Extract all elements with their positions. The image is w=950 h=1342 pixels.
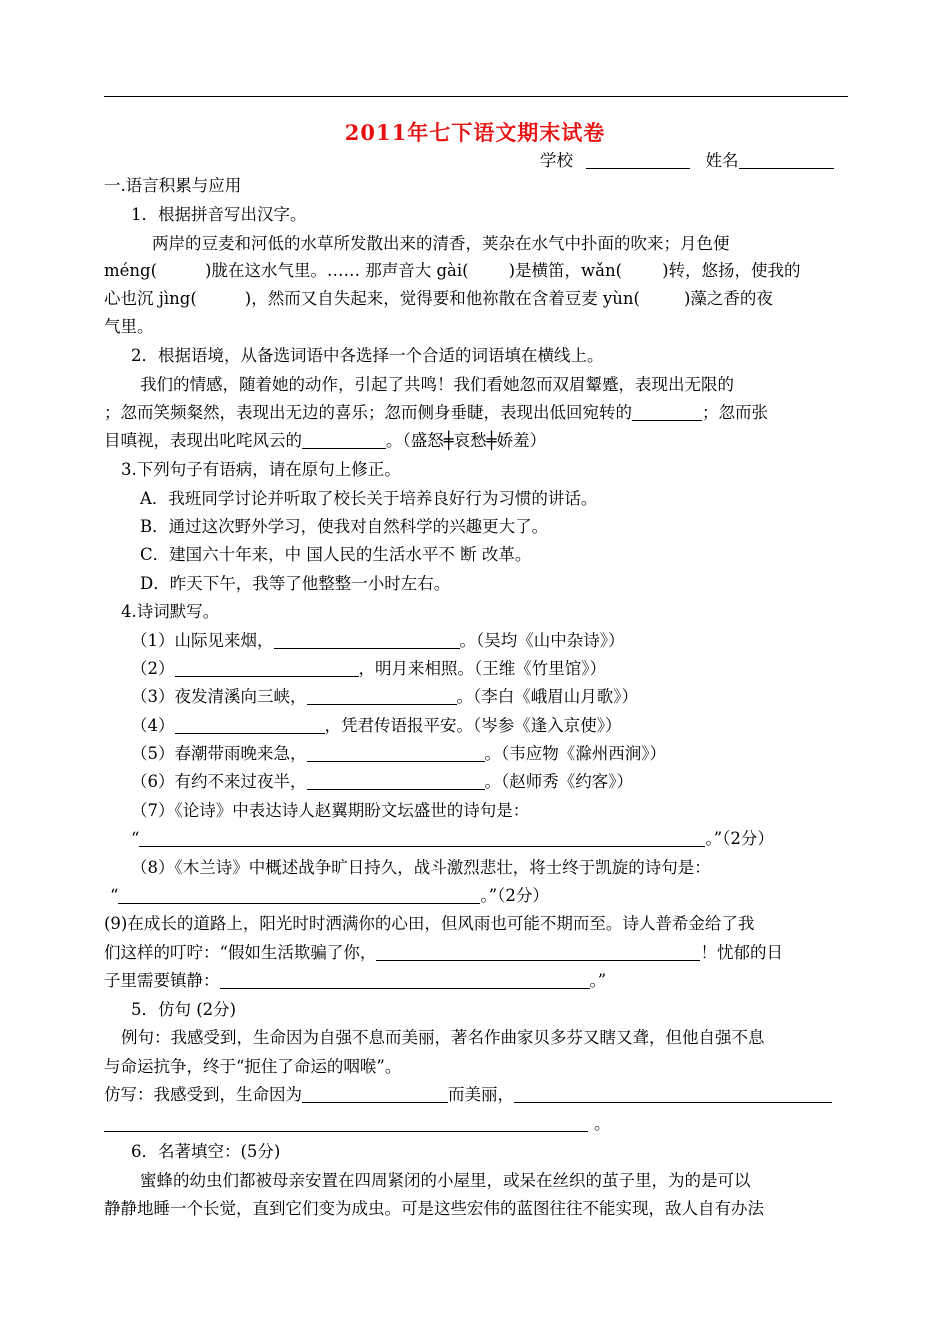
poem-4-num: （4） [131,716,175,735]
poem-2-text: ，明月来相照。（王维《竹里馆》） [358,659,606,678]
quote-open: “ [131,829,140,848]
imitate-blank-2[interactable] [514,1086,832,1104]
q2-l3a: 目嗔视，表现出叱咤风云的 [104,431,302,450]
q1-l2c: )是横笛，wǎn( [508,261,623,280]
q1-l3b: )，然而又自失起来，觉得要和他祢散在含着豆麦 yùn( [244,289,640,308]
q1-l2a: méng( [104,261,158,280]
name-blank[interactable] [739,152,834,170]
poem-line-8: （8）《木兰诗》中概述战争旷日持久，战斗激烈悲壮，将士终于凯旋的诗句是： [131,858,711,877]
poem-9-line1: (9)在成长的道路上，阳光时时洒满你的心田，但风雨也可能不期而至。诗人普希金给了我 [104,914,755,933]
q1-l2b: )胧在这水气里。…… 那声音大 gài( [205,261,469,280]
poem-line-2 [131,658,606,680]
poem-line-4 [131,715,622,737]
q5-example-2: 与命运抗争，终于“扼住了命运的咽喉”。 [104,1057,402,1076]
q1-l3c: )藻之香的夜 [683,289,773,308]
q3-option-b: B．通过这次野外学习，使我对自然科学的兴趣更大了。 [140,517,549,536]
q6-line1: 蜜蜂的幼虫们都被母亲安置在四周紧闭的小屋里，或呆在丝织的茧子里，为的是可以 [140,1171,751,1190]
poem-3-text: （3）夜发清溪向三峡， [131,687,307,706]
poem-6-text: （6）有约不来过夜半， [131,772,307,791]
imitate-blank-1[interactable] [302,1086,448,1104]
q3-option-d: D．昨天下午，我等了他整整一小时左右。 [140,574,451,593]
poem-5-text: （5）春潮带雨晚来急， [131,744,307,763]
poem-1-source: 。（吴均《山中杂诗》） [459,631,625,650]
q1-prompt: 1．根据拼音写出汉字。 [131,205,307,224]
poem-9-text-b: ！忧郁的日 [700,943,783,962]
imitate-text-b: 而美丽， [448,1085,514,1104]
poem-9-line2 [104,942,783,964]
q1-l2d: )转，悠扬，使我的 [662,261,801,280]
q5-imitate-cont [104,1113,611,1135]
imitate-blank-3[interactable] [104,1115,588,1133]
poem-blank-1[interactable] [274,632,460,650]
quote-open: “ [110,886,119,905]
poem-5-source: 。（韦应物《滁州西涧》） [484,744,666,763]
q2-l3b: 。（盛怒╪哀愁╪娇羞） [386,431,547,450]
q2-line3 [104,430,546,452]
poem-7-answer [131,828,774,850]
quote-close: 。”（2分） [480,886,549,905]
poem-line-7: （7）《论诗》中表达诗人赵翼期盼文坛盛世的诗句是： [131,801,530,820]
q1-line1: 两岸的豆麦和河低的水草所发散出来的清香，荚杂在水气中扑面的吹来；月色便 [152,234,730,253]
q3-option-a: A．我班同学讨论并听取了校长关于培养良好行为习惯的讲话。 [140,489,598,508]
poem-line-5 [131,743,666,765]
q5-example-1: 例句：我感受到，生命因为自强不息而美丽，著名作曲家贝多芬又瞎又聋，但他自强不息 [121,1028,765,1047]
poem-2-num: （2） [131,659,175,678]
poem-4-text: ，凭君传语报平安。（岑参《逢入京使》） [324,716,622,735]
school-name-line [540,147,834,171]
poem-1-text: （1）山际见来烟， [131,631,274,650]
poem-line-1 [131,630,625,652]
poem-9-text-c: 子里需要镇静： [104,971,220,990]
q6-prompt: 6．名著填空：(5分) [131,1142,281,1161]
word-blank-1[interactable] [632,404,702,422]
poem-9-text-d: 。” [589,971,607,990]
q3-option-c: C．建国六十年来，中 国人民的生活水平不 断 改革。 [140,545,532,564]
q1-l3a: 心也沉 jìng( [104,289,197,308]
poem-blank-4[interactable] [175,717,325,735]
q2-l2b: ；忽而张 [702,403,768,422]
name-label: 姓名 [705,151,739,170]
poem-blank-6[interactable] [307,773,485,791]
quote-close: 。”（2分） [705,829,774,848]
q2-l2a: ；忽而笑频粲然，表现出无边的喜乐；忽而侧身垂睫，表现出低回宛转的 [104,403,632,422]
word-blank-2[interactable] [302,432,386,450]
poem-6-source: 。（赵师秀《约客》） [484,772,633,791]
q2-line1: 我们的情感，随着她的动作，引起了共鸣！我们看她忽而双眉颦蹙，表现出无限的 [140,375,734,394]
poem-blank-5[interactable] [307,745,485,763]
q5-prompt: 5．仿句 (2分) [131,1000,237,1019]
q2-line2 [104,402,768,424]
header-rule [104,96,848,97]
q5-imitate [104,1084,832,1106]
poem-blank-7[interactable] [139,830,705,848]
q3-prompt: 3.下列句子有语病，请在原句上修正。 [121,460,401,479]
poem-9-line3 [104,970,606,992]
q6-line2: 静静地睡一个长觉，直到它们变为成虫。可是这些宏伟的蓝图往往不能实现，敌人自有办法 [104,1199,764,1218]
poem-blank-9a[interactable] [376,944,700,962]
q1-line3 [104,288,773,310]
poem-blank-2[interactable] [175,660,359,678]
poem-line-6 [131,771,633,793]
school-label: 学校 [540,151,573,170]
poem-line-3 [131,686,638,708]
poem-blank-8[interactable] [118,887,480,905]
poem-8-answer [110,885,549,907]
q4-prompt: 4.诗词默写。 [121,602,220,621]
imitate-end: 。 [594,1114,611,1133]
poem-blank-9b[interactable] [220,972,590,990]
section-heading: 一.语言积累与应用 [104,176,242,195]
q2-prompt: 2．根据语境，从备选词语中各选择一个合适的词语填在横线上。 [131,346,604,365]
poem-9-text-a: 们这样的叮咛：“假如生活欺骗了你， [104,943,377,962]
poem-blank-3[interactable] [307,688,457,706]
q1-line2 [104,260,801,282]
imitate-text-a: 仿写：我感受到，生命因为 [104,1085,302,1104]
page-title: 2011年七下语文期末试卷 [344,120,606,145]
school-blank[interactable] [586,152,690,170]
poem-3-source: 。（李白《峨眉山月歌》） [456,687,638,706]
q1-line4: 气里。 [104,317,154,336]
